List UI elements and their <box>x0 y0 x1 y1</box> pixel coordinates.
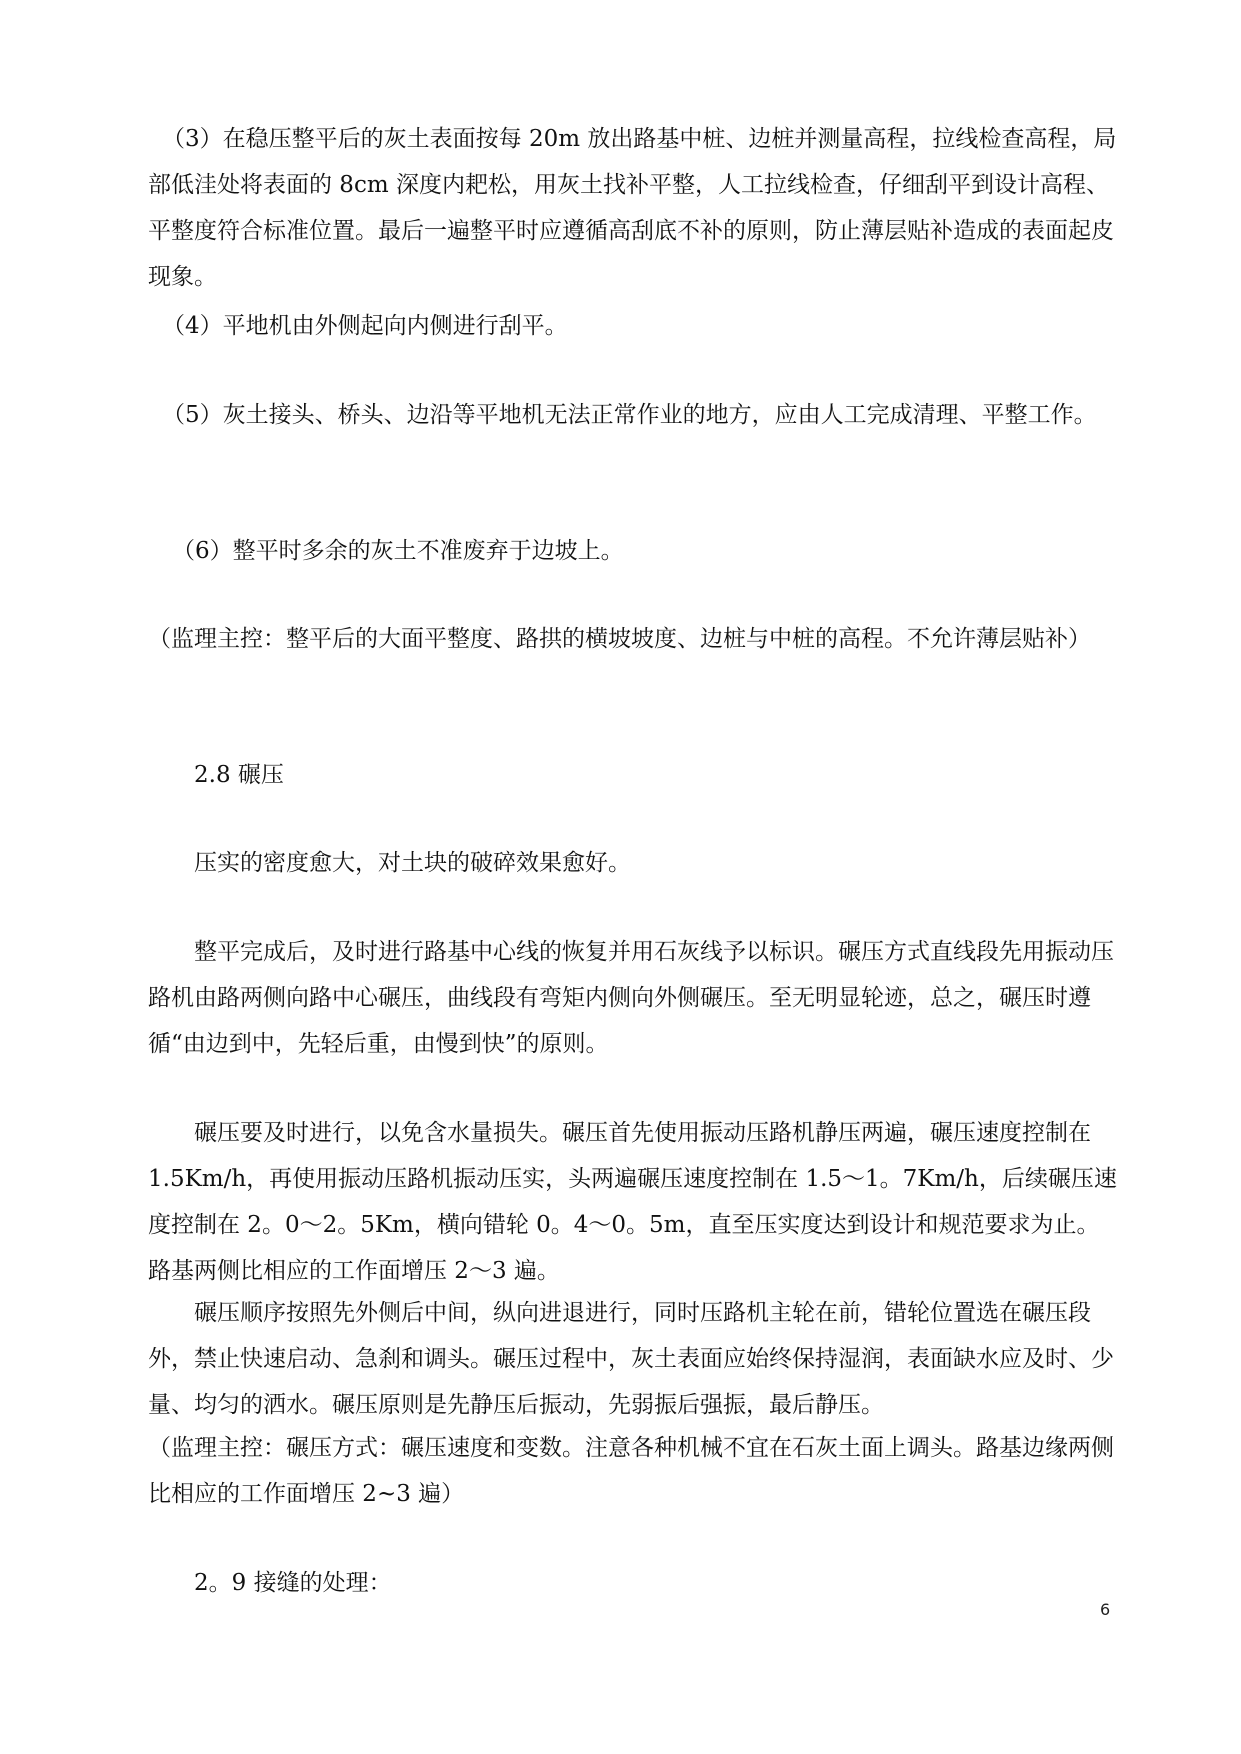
section-heading-2-8: 2.8 碾压 <box>194 762 284 788</box>
supervision-note-rolling: （监理主控：碾压方式：碾压速度和变数。注意各种机械不宜在石灰土面上调头。路基边缘两侧比相应的工作面增压 2~3 遍） <box>148 1435 1114 1507</box>
paragraph-rolling-speed: 碾压要及时进行，以免含水量损失。碾压首先使用振动压路机静压两遍，碾压速度控制在 1.5Km/h，再使用振动压路机振动压实，头两遍碾压速度控制在 1.5～1。7Km/h，后续碾压速度控制在 2。0～2。5Km，横向错轮 0。4～0。5m，直至压实度达到设计和规范要求为止。路基两侧比相应的工作面增压 2～3 遍。 <box>148 1120 1117 1284</box>
paragraph-step-4: （4）平地机由外侧起向内侧进行刮平。 <box>162 313 568 339</box>
paragraph-rolling-method: 整平完成后，及时进行路基中心线的恢复并用石灰线予以标识。碾压方式直线段先用振动压路机由路两侧向路中心碾压，曲线段有弯矩内侧向外侧碾压。至无明显轮迹，总之，碾压时遵循“由边到中，先轻后重，由慢到快”的原则。 <box>148 939 1114 1057</box>
section-heading-2-9: 2。9 接缝的处理： <box>194 1570 392 1596</box>
paragraph-step-3: （3）在稳压整平后的灰土表面按每 20m 放出路基中桩、边桩并测量高程，拉线检查高程，局部低洼处将表面的 8cm 深度内耙松，用灰土找补平整，人工拉线检查，仔细刮平到设计高程、平整度符合标准位置。最后一遍整平时应遵循高刮底不补的原则，防止薄层贴补造成的表面起皮现象。 <box>148 126 1117 290</box>
paragraph-density: 压实的密度愈大，对土块的破碎效果愈好。 <box>194 850 631 876</box>
supervision-note-leveling: （监理主控：整平后的大面平整度、路拱的横坡坡度、边桩与中桩的高程。不允许薄层贴补） <box>148 626 1091 652</box>
paragraph-step-6: （6）整平时多余的灰土不准废弃于边坡上。 <box>172 538 624 564</box>
paragraph-rolling-order: 碾压顺序按照先外侧后中间，纵向进退进行，同时压路机主轮在前，错轮位置选在碾压段外，禁止快速启动、急刹和调头。碾压过程中，灰土表面应始终保持湿润，表面缺水应及时、少量、均匀的洒水。碾压原则是先静压后振动，先弱振后强振，最后静压。 <box>148 1300 1114 1418</box>
paragraph-step-5: （5）灰土接头、桥头、边沿等平地机无法正常作业的地方，应由人工完成清理、平整工作。 <box>162 402 1097 428</box>
page-number: 6 <box>1100 1600 1111 1619</box>
